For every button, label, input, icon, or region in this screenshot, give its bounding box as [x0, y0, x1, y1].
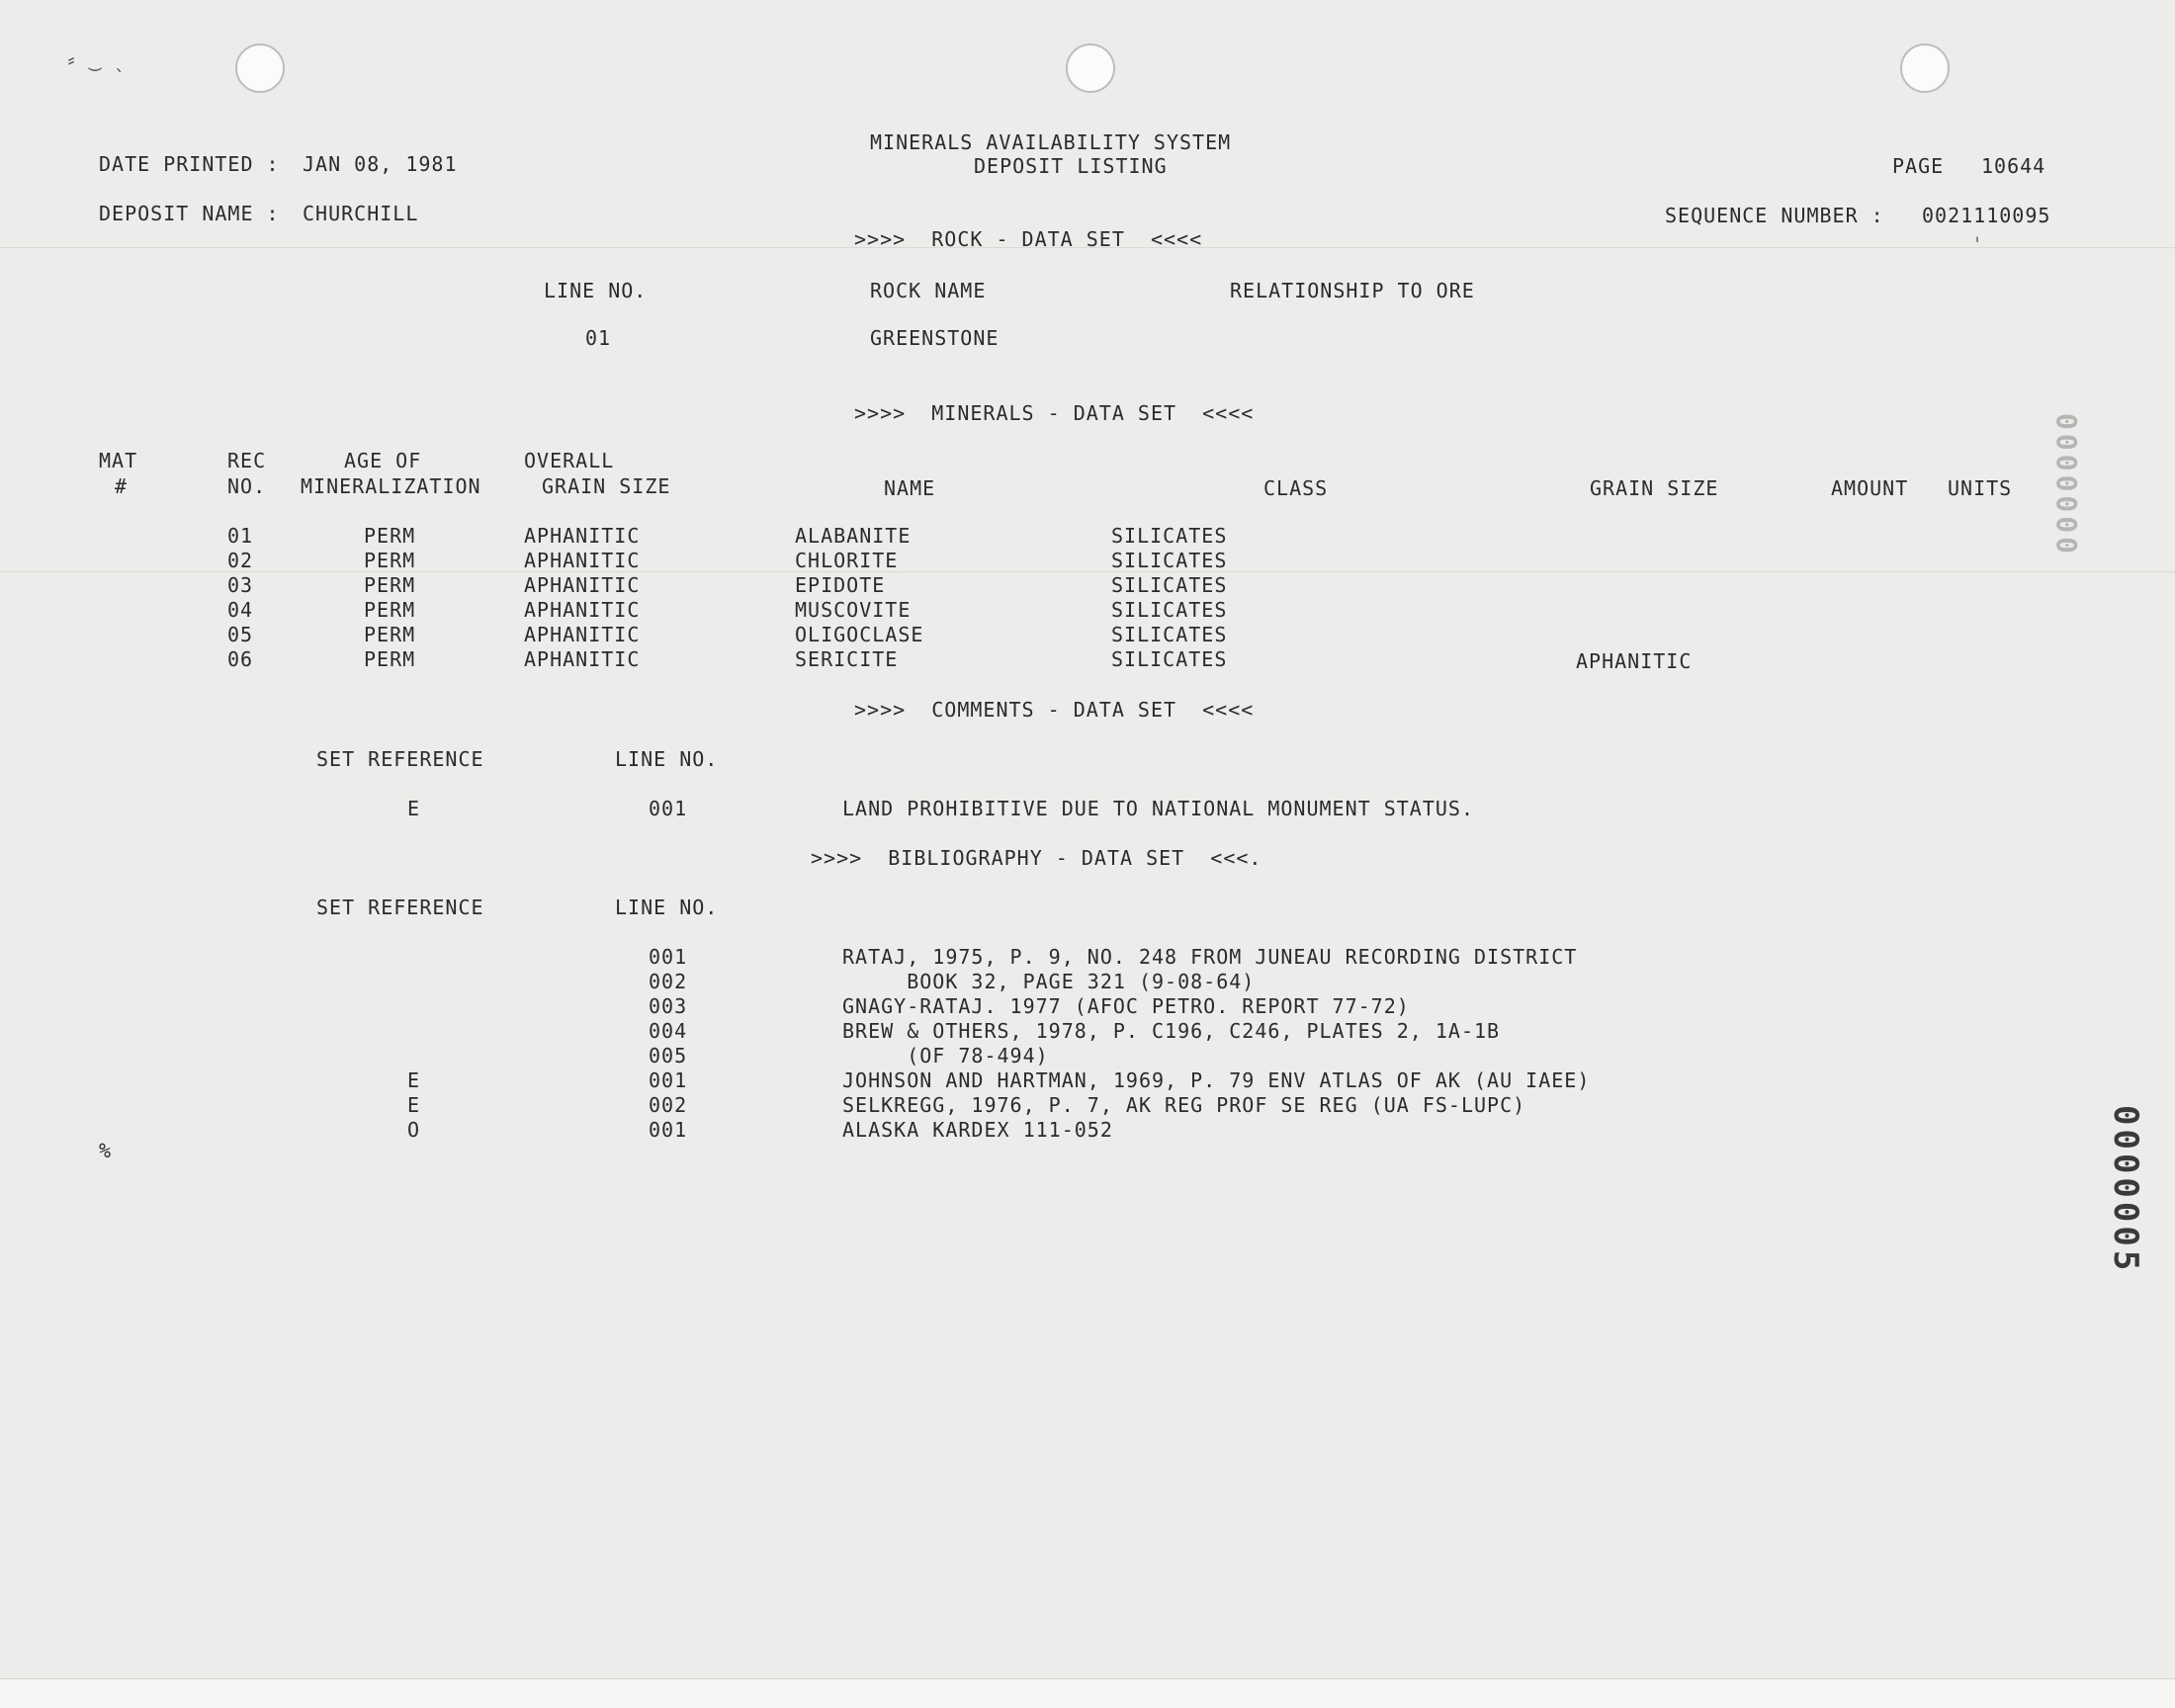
mineral-grain-size: APHANITIC	[1576, 649, 1693, 673]
listing-title: DEPOSIT LISTING	[974, 154, 1168, 178]
bibliography-ref: O	[407, 1118, 421, 1142]
mineral-class: SILICATES	[1111, 524, 1228, 548]
minerals-col-name: NAME	[884, 476, 936, 500]
mineral-name: ALABANITE	[795, 524, 912, 548]
comment-text: LAND PROHIBITIVE DUE TO NATIONAL MONUMENT STATUS.	[842, 797, 1475, 820]
bibliography-section-title: >>>> BIBLIOGRAPHY - DATA SET <<<.	[811, 846, 1262, 870]
mineral-overall: APHANITIC	[524, 524, 641, 548]
mineral-rec: 02	[227, 549, 254, 572]
minerals-col-mineralization: MINERALIZATION	[301, 474, 481, 498]
mineral-age: PERM	[364, 623, 416, 646]
comment-line: 001	[649, 797, 688, 820]
mineral-overall: APHANITIC	[524, 549, 641, 572]
mineral-class: SILICATES	[1111, 623, 1228, 646]
mineral-name: CHLORITE	[795, 549, 899, 572]
mineral-overall: APHANITIC	[524, 598, 641, 622]
minerals-section-title: >>>> MINERALS - DATA SET <<<<	[854, 401, 1255, 425]
bibliography-line: 004	[649, 1019, 688, 1043]
bibliography-line: 001	[649, 1068, 688, 1092]
mineral-rec: 04	[227, 598, 254, 622]
mineral-name: MUSCOVITE	[795, 598, 912, 622]
minerals-col-age-of: AGE OF	[344, 449, 422, 472]
mineral-age: PERM	[364, 647, 416, 671]
tick-mark-decoration: ˈ	[1971, 233, 1984, 257]
minerals-col-class: CLASS	[1263, 476, 1329, 500]
mineral-overall: APHANITIC	[524, 573, 641, 597]
mineral-name: OLIGOCLASE	[795, 623, 924, 646]
minerals-col-grain-size-overall: GRAIN SIZE	[542, 474, 671, 498]
bibliography-text: RATAJ, 1975, P. 9, NO. 248 FROM JUNEAU RECORDING DISTRICT	[842, 945, 1578, 969]
bibliography-text: JOHNSON AND HARTMAN, 1969, P. 79 ENV ATLAS OF AK (AU IAEE)	[842, 1068, 1591, 1092]
rock-row-line-no: 01	[585, 326, 612, 350]
bibliography-line: 003	[649, 994, 688, 1018]
mineral-name: SERICITE	[795, 647, 899, 671]
mineral-age: PERM	[364, 598, 416, 622]
binder-hole-center	[1066, 43, 1115, 93]
mineral-overall: APHANITIC	[524, 647, 641, 671]
bibliography-ref: E	[407, 1093, 421, 1117]
comment-ref: E	[407, 797, 421, 820]
mineral-overall: APHANITIC	[524, 623, 641, 646]
bibliography-col-set-reference: SET REFERENCE	[316, 896, 484, 919]
mineral-rec: 01	[227, 524, 254, 548]
mineral-rec: 03	[227, 573, 254, 597]
frame-stamp-faint: 0000000	[2050, 413, 2083, 558]
bibliography-text: BREW & OTHERS, 1978, P. C196, C246, PLATES 2, 1A-1B	[842, 1019, 1501, 1043]
comments-col-line-no: LINE NO.	[615, 747, 719, 771]
bibliography-line: 001	[649, 945, 688, 969]
mineral-rec: 06	[227, 647, 254, 671]
page-number: 10644	[1981, 154, 2046, 178]
stray-mark-decoration: ⸗ ‿ ˎ	[65, 47, 126, 71]
minerals-col-mat-hash: #	[115, 474, 129, 498]
bibliography-text: SELKREGG, 1976, P. 7, AK REG PROF SE REG (UA FS-LUPC)	[842, 1093, 1526, 1117]
mineral-class: SILICATES	[1111, 598, 1228, 622]
fold-line-middle	[0, 571, 2175, 572]
mineral-rec: 05	[227, 623, 254, 646]
rock-row-name: GREENSTONE	[870, 326, 1000, 350]
page-label: PAGE	[1892, 154, 1945, 178]
sequence-label: SEQUENCE NUMBER :	[1665, 204, 1884, 227]
mineral-class: SILICATES	[1111, 647, 1228, 671]
bibliography-text: (OF 78-494)	[842, 1044, 1049, 1068]
binder-hole-left	[235, 43, 285, 93]
end-of-record-mark: %	[99, 1139, 113, 1162]
bibliography-line: 005	[649, 1044, 688, 1068]
rock-col-relationship: RELATIONSHIP TO ORE	[1230, 279, 1475, 302]
deposit-name-label: DEPOSIT NAME :	[99, 202, 280, 225]
rock-col-line-no: LINE NO.	[544, 279, 648, 302]
minerals-col-units: UNITS	[1948, 476, 2013, 500]
bibliography-text: ALASKA KARDEX 111-052	[842, 1118, 1113, 1142]
date-printed-label: DATE PRINTED :	[99, 152, 280, 176]
deposit-name-value: CHURCHILL	[303, 202, 419, 225]
mineral-name: EPIDOTE	[795, 573, 886, 597]
sequence-number: 0021110095	[1922, 204, 2051, 227]
binder-hole-right	[1900, 43, 1950, 93]
minerals-col-rec-no: NO.	[227, 474, 267, 498]
bottom-edge	[0, 1678, 2175, 1708]
minerals-col-overall: OVERALL	[524, 449, 615, 472]
mineral-age: PERM	[364, 524, 416, 548]
mineral-class: SILICATES	[1111, 549, 1228, 572]
system-title: MINERALS AVAILABILITY SYSTEM	[870, 130, 1232, 154]
bibliography-line: 001	[649, 1118, 688, 1142]
rock-section-title: >>>> ROCK - DATA SET <<<<	[854, 227, 1203, 251]
minerals-col-grain-size: GRAIN SIZE	[1590, 476, 1719, 500]
bibliography-line: 002	[649, 1093, 688, 1117]
rock-col-rock-name: ROCK NAME	[870, 279, 987, 302]
minerals-col-mat: MAT	[99, 449, 138, 472]
mineral-class: SILICATES	[1111, 573, 1228, 597]
minerals-col-amount: AMOUNT	[1831, 476, 1909, 500]
mineral-age: PERM	[364, 549, 416, 572]
comments-col-set-reference: SET REFERENCE	[316, 747, 484, 771]
bibliography-ref: E	[407, 1068, 421, 1092]
bibliography-col-line-no: LINE NO.	[615, 896, 719, 919]
bibliography-line: 002	[649, 970, 688, 993]
date-printed-value: JAN 08, 1981	[303, 152, 458, 176]
bibliography-text: GNAGY-RATAJ. 1977 (AFOC PETRO. REPORT 77-72)	[842, 994, 1410, 1018]
mineral-age: PERM	[364, 573, 416, 597]
minerals-col-rec: REC	[227, 449, 267, 472]
bibliography-text: BOOK 32, PAGE 321 (9-08-64)	[842, 970, 1256, 993]
frame-stamp-bold: 0000005	[2106, 1105, 2145, 1275]
comments-section-title: >>>> COMMENTS - DATA SET <<<<	[854, 698, 1255, 722]
